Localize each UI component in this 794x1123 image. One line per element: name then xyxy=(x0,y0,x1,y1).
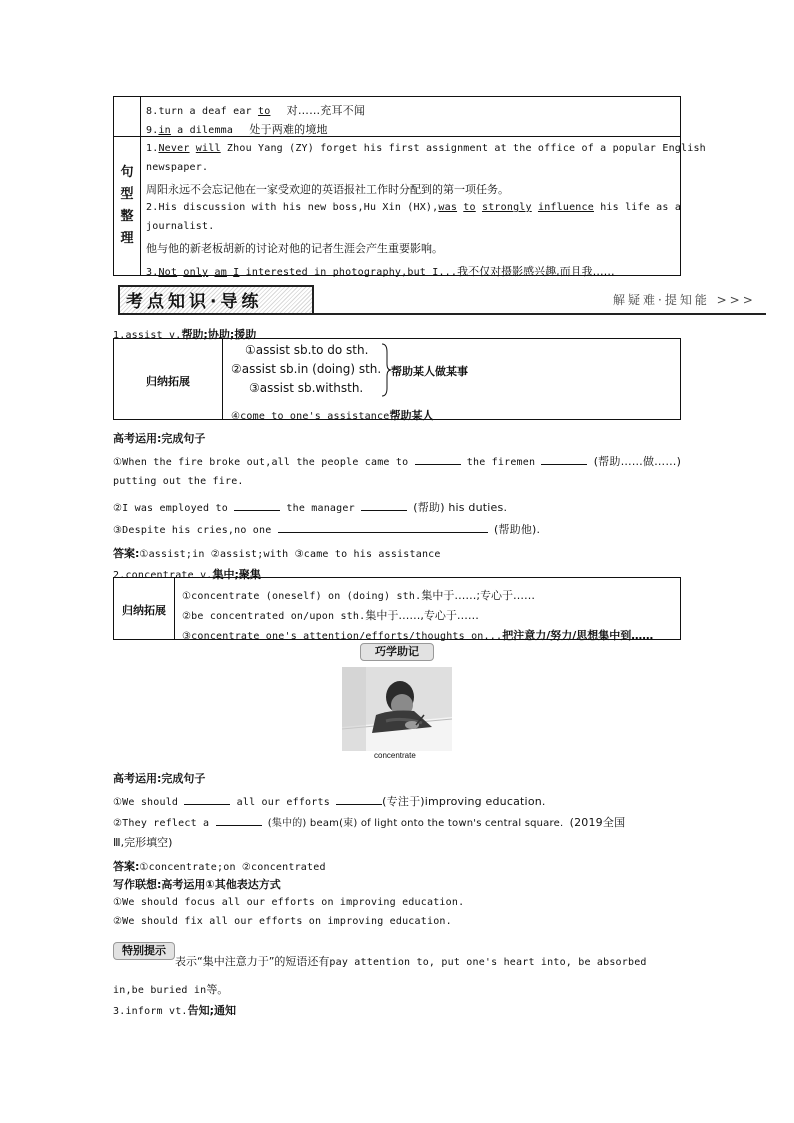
phrase-en xyxy=(158,106,276,117)
item1-answer xyxy=(113,542,441,561)
q-hint: (专注于)improving education. xyxy=(382,795,546,808)
item2-pattern-3 xyxy=(182,624,653,643)
item1-extra-cn: 帮助某人 xyxy=(389,409,434,422)
answer-blank[interactable] xyxy=(361,501,407,511)
item3-heading xyxy=(113,999,236,1018)
answer-blank[interactable] xyxy=(278,523,488,533)
q-hint: (帮助……做……) xyxy=(593,455,682,468)
pattern-en: ①concentrate (oneself) on (doing) sth. xyxy=(182,591,422,602)
item2-q2-cont: Ⅲ,完形填空) xyxy=(113,836,173,849)
section-banner-subtitle: 解疑难·提知能 >>> xyxy=(613,293,756,307)
phrase-en xyxy=(158,125,239,136)
sentence-text xyxy=(270,106,276,117)
sentence-text: a dilemma xyxy=(170,125,240,136)
tip-tag: 特别提示 xyxy=(113,942,175,960)
memo-tag: 巧学助记 xyxy=(360,643,434,661)
sentence-3-cn: 我不仅对摄影感兴趣,而且我…… xyxy=(457,265,615,278)
sentence-text: interested in photography,but I... xyxy=(239,267,458,278)
item2-pattern-1 xyxy=(182,584,535,603)
pattern-en: ③concentrate one's attention/efforts/thoughts on... xyxy=(182,631,503,642)
item2-q2 xyxy=(113,814,625,830)
answer-text: ①assist;in ②assist;with ③came to his assistance xyxy=(139,549,441,560)
phrase-8 xyxy=(146,102,365,118)
pattern-en: ②be concentrated on/upon sth. xyxy=(182,611,366,622)
underlined-key-word: am xyxy=(214,267,227,278)
side-label-char: 型 xyxy=(120,187,134,202)
tip-line-2 xyxy=(113,978,228,997)
item2-word: 2.concentrate v. xyxy=(113,570,213,581)
pattern-cn: 把注意力/努力/思想集中到…… xyxy=(502,629,654,642)
underlined-key-word: was xyxy=(438,202,458,213)
q-text: ③Despite his cries,no one xyxy=(113,525,272,536)
q-hint: (集中的) beam(束) of light onto the town's central square. xyxy=(267,818,564,829)
answer-blank[interactable] xyxy=(184,795,230,805)
side-label-char: 整 xyxy=(120,209,134,224)
q-text: ②I was employed to xyxy=(113,503,228,514)
item2-pattern-2 xyxy=(182,604,479,623)
item1-pattern-1: ①assist sb.to do sth. xyxy=(245,343,369,357)
answer-blank[interactable] xyxy=(234,501,280,511)
q-text: the manager xyxy=(286,503,355,514)
item1-box-label: 归纳拓展 xyxy=(146,374,190,388)
q-hint: (帮助) his duties. xyxy=(413,501,508,514)
item3-word: 3.inform vt. xyxy=(113,1006,188,1017)
sentence-2 xyxy=(146,202,681,213)
phrase-9 xyxy=(146,121,328,137)
underlined-key-word: only xyxy=(183,267,209,278)
side-label-char: 句 xyxy=(120,165,134,180)
underlined-key-word: influence xyxy=(537,202,594,213)
tip-en: in,be buried in xyxy=(113,985,207,996)
answer-blank[interactable] xyxy=(415,455,461,465)
section-banner-title: 考点知识·导练 xyxy=(126,292,263,312)
section-banner-rule xyxy=(118,313,766,315)
item2-meaning: 集中;聚集 xyxy=(212,568,261,581)
item1-extra xyxy=(231,404,433,423)
item2-box-label-cell xyxy=(114,578,175,640)
phrase-num: 8. xyxy=(146,106,159,117)
sentence-3 xyxy=(146,260,615,279)
sentence-1 xyxy=(146,143,706,154)
writing-sentence-1: ①We should focus all our efforts on improving education. xyxy=(113,897,465,908)
answer-blank[interactable] xyxy=(541,455,587,465)
q-text: the firemen xyxy=(466,457,536,468)
pattern-cn: 集中于……,专心于…… xyxy=(365,609,479,622)
sentence-2-cont: journalist. xyxy=(146,221,215,232)
item1-brace-meaning: 帮助某人做某事 xyxy=(391,365,468,378)
q-source: (2019全国 xyxy=(569,816,626,829)
underlined-key-word: to xyxy=(463,202,476,213)
photo-caption: concentrate xyxy=(374,751,416,760)
q-hint: (帮助他). xyxy=(493,523,541,536)
tip-cn: 等。 xyxy=(206,983,229,996)
pattern-table-blank-cell xyxy=(114,97,141,137)
sentence-text: 2.His discussion with his new boss,Hu Xin (HX), xyxy=(146,202,439,213)
q-text: ①We should xyxy=(113,797,179,808)
side-label-char: 理 xyxy=(120,231,134,246)
item1-word: 1.assist v. xyxy=(113,330,182,341)
item2-exercise-title: 高考运用:完成句子 xyxy=(113,772,206,785)
pattern-cn: 集中于……;专心于…… xyxy=(421,589,536,602)
item1-q1 xyxy=(113,453,681,469)
underlined-key-word: strongly xyxy=(481,202,532,213)
item1-exercise-title: 高考运用:完成句子 xyxy=(113,432,206,445)
item1-q1-cont: putting out the fire. xyxy=(113,476,244,487)
item1-pattern-3: ③assist sb.withsth. xyxy=(249,381,364,395)
sentence-text: turn a deaf ear xyxy=(158,106,258,117)
item1-pattern-2: ②assist sb.in (doing) sth. xyxy=(231,362,382,376)
underlined-key-word: in xyxy=(158,125,171,136)
writing-sentence-2: ②We should fix all our efforts on improving education. xyxy=(113,916,452,927)
item3-meaning: 告知;通知 xyxy=(187,1004,237,1017)
tip-line-1 xyxy=(175,950,647,969)
q-text: ①When the fire broke out,all the people came to xyxy=(113,457,409,468)
phrase-num: 9. xyxy=(146,125,159,136)
answer-blank[interactable] xyxy=(216,816,262,826)
sentence-1-cont: newspaper. xyxy=(146,162,209,173)
sentence-text: his life as a xyxy=(593,202,682,213)
pattern-side-label-cell xyxy=(114,137,141,276)
underlined-key-word: will xyxy=(195,143,221,154)
q-text: all our efforts xyxy=(236,797,330,808)
answer-blank[interactable] xyxy=(336,795,382,805)
item2-answer xyxy=(113,855,326,874)
phrase-cn: 对……充耳不闻 xyxy=(286,104,366,117)
concentrate-photo xyxy=(342,667,452,751)
sentence-2-cn: 他与他的新老板胡新的讨论对他的记者生涯会产生重要影响。 xyxy=(146,242,443,255)
item1-q3 xyxy=(113,521,540,537)
item1-extra-en: ④come to one's assistance xyxy=(231,411,390,422)
underlined-key-word: I xyxy=(233,267,240,278)
underlined-key-word: Never xyxy=(158,143,190,154)
pattern-side-label xyxy=(114,162,140,250)
underlined-key-word: Not xyxy=(158,267,178,278)
item1-box-label-cell xyxy=(114,339,223,420)
item1-q2 xyxy=(113,499,507,515)
sentence-text: 3. xyxy=(146,267,159,278)
answer-label: 答案: xyxy=(113,860,140,873)
writing-title: 写作联想:高考运用①其他表达方式 xyxy=(113,878,281,891)
answer-label: 答案: xyxy=(113,547,140,560)
phrase-cn: 处于两难的境地 xyxy=(249,123,328,136)
underlined-key-word: to xyxy=(257,106,271,117)
tip-en: pay attention to, put one's heart into, be absorbed xyxy=(329,957,647,968)
sentence-text: Zhou Yang (ZY) forget his first assignment at the office of a popular English xyxy=(220,143,706,154)
q-text: ②They reflect a xyxy=(113,818,210,829)
item1-meaning: 帮助;协助;援助 xyxy=(181,328,257,341)
sentence-3-en xyxy=(146,267,457,278)
sentence-1-cn: 周阳永远不会忘记他在一家受欢迎的英语报社工作时分配到的第一项任务。 xyxy=(146,183,509,196)
tip-cn: 表示“集中注意力于”的短语还有 xyxy=(175,955,330,968)
item2-box-label: 归纳拓展 xyxy=(122,604,166,617)
answer-text: ①concentrate;on ②concentrated xyxy=(139,862,326,873)
item2-q1 xyxy=(113,793,546,809)
sentence-text: 1. xyxy=(146,143,159,154)
